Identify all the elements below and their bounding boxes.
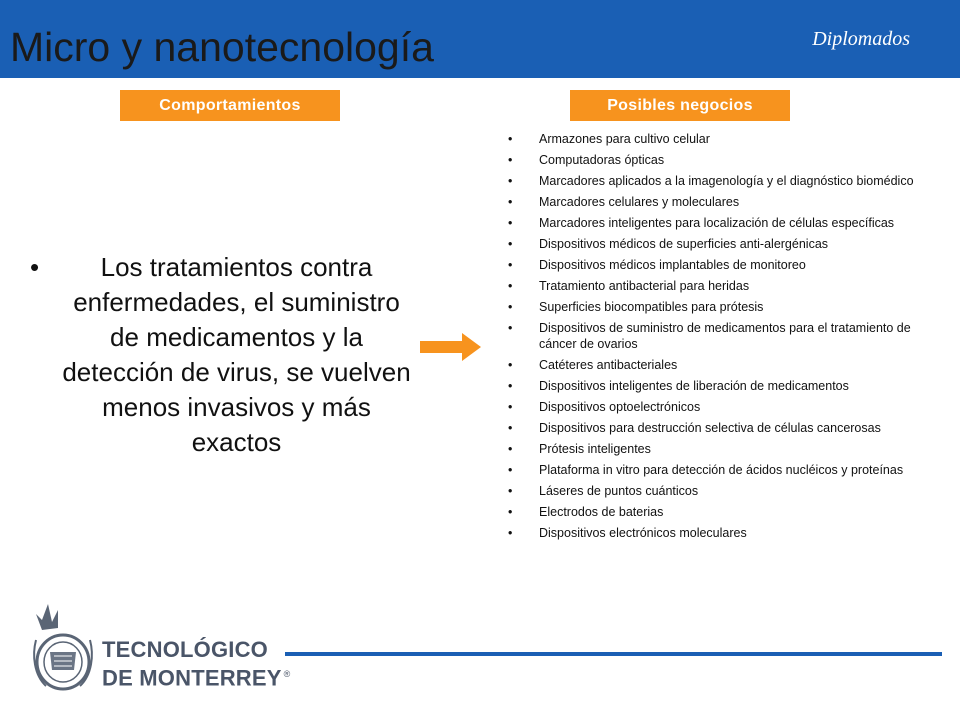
arrow-right-icon [420,332,482,362]
list-item-text: Marcadores celulares y moleculares [539,195,740,209]
bullet-marker: • [508,358,513,372]
list-item [508,504,918,520]
registered-mark: ® [283,669,291,679]
list-item-text: Láseres de puntos cuánticos [539,484,699,498]
list-item [508,462,918,478]
bullet-marker: • [508,258,513,272]
list-item-text: Prótesis inteligentes [539,442,651,456]
list-item [508,441,918,457]
list-item [508,399,918,415]
list-item [508,131,918,147]
list-item-text: Tratamiento antibacterial para heridas [539,279,750,293]
logo-line-2-text: DE MONTERREY [102,665,282,691]
list-item-text: Dispositivos electrónicos moleculares [539,526,747,540]
institution-logo [22,600,291,692]
bullet-marker: • [508,442,513,456]
list-item [508,152,918,168]
list-item [508,525,918,541]
bullet-marker: • [508,421,513,435]
list-item-text: Plataforma in vitro para detección de ácidos nucléicos y proteínas [539,463,904,477]
list-item-text: Dispositivos de suministro de medicamentos para el tratamiento de cáncer de ovarios [539,321,911,351]
list-item [508,378,918,394]
bullet-marker: • [508,279,513,293]
list-item-text: Armazones para cultivo celular [539,132,710,146]
list-item [508,236,918,252]
list-item [508,257,918,273]
list-item-text: Dispositivos optoelectrónicos [539,400,701,414]
list-item-text: Marcadores aplicados a la imagenología y el diagnóstico biomédico [539,174,914,188]
bullet-marker: • [508,153,513,167]
institution-seal-icon [28,600,98,692]
logo-line-1: TECNOLÓGICO [102,637,268,662]
list-item-text: Dispositivos inteligentes de liberación de medicamentos [539,379,849,393]
bullet-marker: • [30,252,40,282]
list-item [508,215,918,231]
list-item [508,299,918,315]
list-item-text: Catéteres antibacteriales [539,358,678,372]
list-item-text: Marcadores inteligentes para localización de células específicas [539,216,895,230]
bullet-marker: • [508,526,513,540]
list-item-text: Dispositivos médicos de superficies anti-alergénicas [539,237,829,251]
list-item-text: Computadoras ópticas [539,153,665,167]
bullet-marker: • [508,379,513,393]
list-item [508,173,918,189]
bullet-marker: • [508,400,513,414]
list-item [508,483,918,499]
bullet-marker: • [508,195,513,209]
bullet-marker: • [508,237,513,251]
list-item-text: Dispositivos médicos implantables de monitoreo [539,258,806,272]
header-tagline: Diplomados [812,28,910,50]
section-label-businesses: Posibles negocios [570,90,790,121]
logo-line-2 [102,662,290,690]
list-item [508,194,918,210]
bullet-marker: • [508,216,513,230]
footer-divider [285,652,942,656]
bullet-marker: • [508,505,513,519]
business-list [508,131,918,546]
bullet-marker: • [508,174,513,188]
list-item [508,320,918,352]
list-item [508,278,918,294]
behavior-text: Los tratamientos contra enfermedades, el suministro de medicamentos y la detección de virus, se vuelven menos invasivos y más exactos [62,252,411,457]
list-item-text: Dispositivos para destrucción selectiva de células cancerosas [539,421,881,435]
list-item [508,357,918,373]
bullet-marker: • [508,484,513,498]
section-label-behaviors: Comportamientos [120,90,340,121]
list-item-text: Superficies biocompatibles para prótesis [539,300,764,314]
behavior-statement [30,250,415,460]
bullet-marker: • [508,132,513,146]
list-item-text: Electrodos de baterias [539,505,664,519]
bullet-marker: • [508,463,513,477]
logo-wordmark [102,638,290,690]
list-item [508,420,918,436]
bullet-marker: • [508,321,513,335]
page-title: Micro y nanotecnología [10,24,434,70]
bullet-marker: • [508,300,513,314]
